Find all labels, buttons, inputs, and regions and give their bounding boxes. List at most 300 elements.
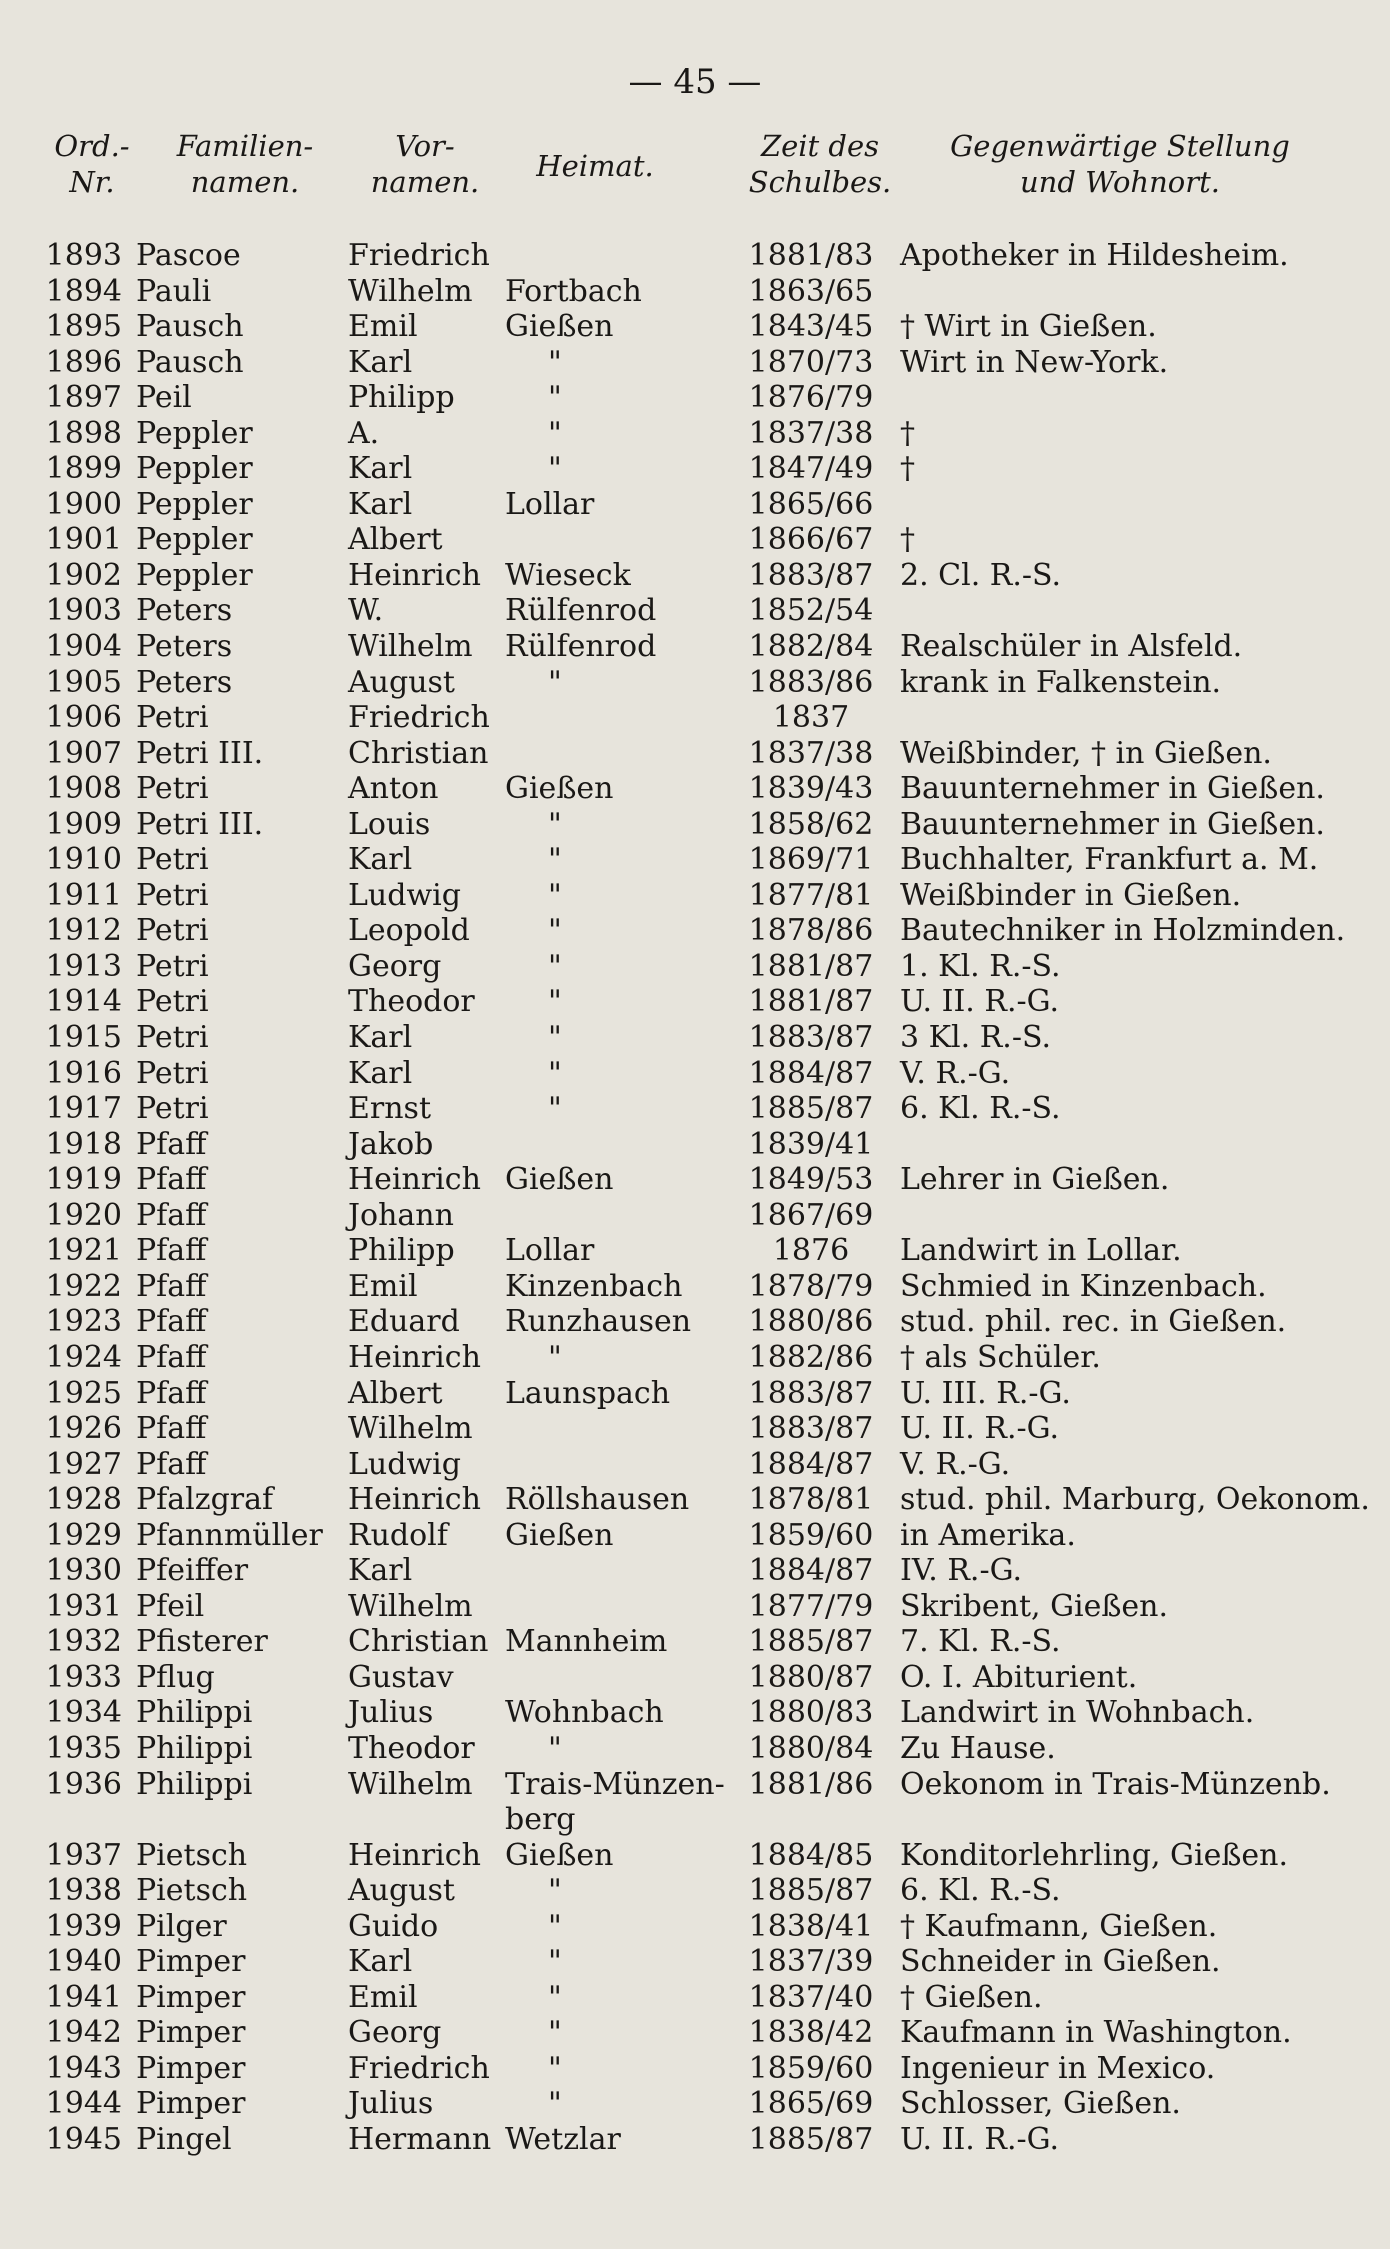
table-row: [0, 700, 1390, 736]
row-vorname: Ernst: [348, 1091, 432, 1127]
row-familienname: Pietsch: [136, 1837, 248, 1873]
table-row: [0, 1233, 1390, 1269]
row-nr: 1916: [45, 1055, 122, 1091]
row-heimat: ": [548, 984, 562, 1020]
row-zeit: 1881/83: [748, 238, 874, 273]
row-zeit: 1837/38: [748, 735, 874, 771]
row-heimat: ": [548, 664, 562, 700]
row-heimat: Rülfenrod: [505, 629, 657, 665]
row-vorname: Karl: [348, 344, 413, 380]
row-familienname: Philippi: [136, 1695, 253, 1731]
row-stellung: Realschüler in Alsfeld.: [900, 629, 1243, 665]
row-familienname: Pfaff: [136, 1233, 207, 1269]
row-nr: 1903: [45, 593, 122, 629]
row-zeit: 1866/67: [748, 522, 874, 558]
table-row: [0, 1624, 1390, 1660]
row-stellung: Apotheker in Hildesheim.: [900, 238, 1289, 273]
row-vorname: Friedrich: [348, 238, 490, 273]
row-familienname: Pfaff: [136, 1446, 207, 1482]
table-row: [0, 984, 1390, 1020]
table-row: [0, 1340, 1390, 1376]
row-stellung: Skribent, Gießen.: [900, 1588, 1169, 1624]
table-row: [0, 593, 1390, 629]
row-familienname: Pausch: [136, 344, 244, 380]
row-stellung: Buchhalter, Frankfurt a. M.: [900, 842, 1319, 878]
row-heimat: Lollar: [505, 486, 595, 522]
row-zeit: 1837: [772, 700, 850, 736]
row-familienname: Philippi: [136, 1730, 253, 1766]
row-familienname: Pfaff: [136, 1197, 207, 1233]
row-vorname: August: [348, 664, 455, 700]
row-heimat: Runzhausen: [505, 1304, 692, 1340]
row-stellung: Bauunternehmer in Gießen.: [900, 806, 1325, 842]
row-familienname: Pfannmüller: [136, 1517, 323, 1553]
table-row: [0, 1873, 1390, 1909]
row-heimat: ": [548, 344, 562, 380]
row-vorname: Wilhelm: [348, 273, 473, 309]
row-vorname: Wilhelm: [348, 1588, 473, 1624]
table-row: [0, 1980, 1390, 2016]
row-vorname: Karl: [348, 486, 413, 522]
row-vorname: Albert: [348, 1375, 443, 1411]
row-vorname: Karl: [348, 451, 413, 487]
table-row: [0, 1482, 1390, 1518]
row-stellung: krank in Falkenstein.: [900, 664, 1222, 700]
table-row: [0, 416, 1390, 452]
row-familienname: Pimper: [136, 2050, 246, 2086]
row-zeit: 1838/41: [748, 1908, 874, 1944]
table-row: [0, 1731, 1390, 1767]
row-vorname: Theodor: [348, 984, 475, 1020]
row-vorname: Leopold: [348, 913, 470, 949]
table-row: [0, 451, 1390, 487]
row-vorname: Guido: [348, 1908, 439, 1944]
table-row: [0, 1447, 1390, 1483]
table-row: [0, 1767, 1390, 1838]
row-zeit: 1880/87: [748, 1659, 874, 1695]
row-heimat: ": [548, 451, 562, 487]
row-nr: 1926: [45, 1411, 122, 1447]
row-familienname: Petri: [136, 700, 209, 736]
row-zeit: 1880/84: [748, 1730, 874, 1766]
row-heimat: ": [548, 1020, 562, 1056]
row-stellung: †: [900, 451, 915, 487]
row-familienname: Pfaff: [136, 1126, 207, 1162]
table-row: [0, 807, 1390, 843]
table-row: [0, 1553, 1390, 1589]
row-familienname: Pfaff: [136, 1304, 207, 1340]
row-heimat: ": [548, 913, 562, 949]
row-vorname: Jakob: [348, 1126, 434, 1162]
row-vorname: Heinrich: [348, 557, 481, 593]
row-familienname: Petri III.: [136, 806, 264, 842]
row-familienname: Petri: [136, 1020, 209, 1056]
row-stellung: Wirt in New-York.: [900, 344, 1169, 380]
row-stellung: U. II. R.-G.: [900, 1411, 1060, 1447]
row-familienname: Peters: [136, 664, 233, 700]
row-familienname: Petri: [136, 771, 209, 807]
row-stellung: Konditorlehrling, Gießen.: [900, 1837, 1289, 1873]
row-vorname: Eduard: [348, 1304, 460, 1340]
header-zeit: Zeit des Schulbes.: [748, 129, 892, 199]
row-heimat: Röllshausen: [505, 1482, 690, 1518]
row-nr: 1912: [45, 913, 122, 949]
row-heimat: ": [548, 1944, 562, 1980]
row-stellung: Landwirt in Lollar.: [900, 1233, 1182, 1269]
row-familienname: Pimper: [136, 2015, 246, 2051]
row-zeit: 1843/45: [748, 309, 874, 345]
row-vorname: Georg: [348, 2015, 442, 2051]
row-vorname: Philipp: [348, 380, 455, 416]
row-vorname: Louis: [348, 806, 431, 842]
table-row: [0, 1589, 1390, 1625]
row-zeit: 1883/87: [748, 1020, 874, 1056]
row-nr: 1943: [45, 2050, 122, 2086]
row-zeit: 1885/87: [748, 1091, 874, 1127]
row-vorname: Wilhelm: [348, 629, 473, 665]
row-vorname: Friedrich: [348, 2050, 490, 2086]
row-familienname: Pfaff: [136, 1339, 207, 1375]
row-stellung: 7. Kl. R.-S.: [900, 1624, 1061, 1660]
table-row: [0, 1411, 1390, 1447]
row-zeit: 1867/69: [748, 1197, 874, 1233]
row-familienname: Pfaff: [136, 1375, 207, 1411]
row-stellung: † Wirt in Gießen.: [900, 309, 1157, 345]
header-stellung: Gegenwärtige Stellung und Wohnort.: [950, 129, 1290, 199]
table-row: [0, 1020, 1390, 1056]
row-heimat: ": [548, 1091, 562, 1127]
table-row: [0, 1269, 1390, 1305]
row-vorname: Karl: [348, 1020, 413, 1056]
row-heimat: ": [548, 2086, 562, 2122]
table-row: [0, 913, 1390, 949]
row-nr: 1910: [45, 842, 122, 878]
row-stellung: IV. R.-G.: [900, 1553, 1023, 1589]
row-heimat: Kinzenbach: [505, 1268, 683, 1304]
row-vorname: Friedrich: [348, 700, 490, 736]
row-familienname: Petri: [136, 913, 209, 949]
row-familienname: Pfaff: [136, 1268, 207, 1304]
row-zeit: 1883/87: [748, 1375, 874, 1411]
row-familienname: Petri III.: [136, 735, 264, 771]
row-zeit: 1838/42: [748, 2015, 874, 2051]
row-stellung: U. II. R.-G.: [900, 984, 1060, 1020]
row-nr: 1907: [45, 735, 122, 771]
row-zeit: 1882/84: [748, 629, 874, 665]
row-vorname: Christian: [348, 735, 489, 771]
row-stellung: in Amerika.: [900, 1517, 1076, 1553]
row-heimat: Launspach: [505, 1375, 671, 1411]
row-nr: 1939: [45, 1908, 122, 1944]
row-familienname: Petri: [136, 877, 209, 913]
row-heimat: ": [548, 2015, 562, 2051]
row-familienname: Petri: [136, 948, 209, 984]
row-stellung: † Gießen.: [900, 1979, 1043, 2015]
row-heimat: Wieseck: [505, 557, 631, 593]
row-heimat: Gießen: [505, 1517, 614, 1553]
column-headers: [0, 128, 1390, 228]
row-familienname: Pimper: [136, 1944, 246, 1980]
row-stellung: Bauunternehmer in Gießen.: [900, 771, 1325, 807]
row-stellung: Bautechniker in Holzminden.: [900, 913, 1346, 949]
row-familienname: Pfisterer: [136, 1624, 268, 1660]
row-vorname: Julius: [348, 2086, 434, 2122]
row-familienname: Peppler: [136, 557, 253, 593]
row-nr: 1911: [45, 877, 122, 913]
table-row: [0, 522, 1390, 558]
row-zeit: 1883/86: [748, 664, 874, 700]
table-row: [0, 736, 1390, 772]
row-heimat: ": [548, 1339, 562, 1375]
header-nr: Ord.- Nr.: [54, 129, 130, 199]
row-vorname: Karl: [348, 1553, 413, 1589]
table-row: [0, 1660, 1390, 1696]
row-vorname: August: [348, 1873, 455, 1909]
row-vorname: Anton: [348, 771, 439, 807]
row-nr: 1893: [45, 238, 122, 273]
row-nr: 1923: [45, 1304, 122, 1340]
row-heimat: Fortbach: [505, 273, 642, 309]
page-number: — 45 —: [628, 62, 762, 102]
row-nr: 1899: [45, 451, 122, 487]
row-stellung: Schmied in Kinzenbach.: [900, 1268, 1267, 1304]
row-heimat: Gießen: [505, 1837, 614, 1873]
row-nr: 1919: [45, 1162, 122, 1198]
table-row: [0, 1695, 1390, 1731]
row-nr: 1928: [45, 1482, 122, 1518]
row-nr: 1902: [45, 557, 122, 593]
table-row: [0, 345, 1390, 381]
row-zeit: 1878/79: [748, 1268, 874, 1304]
row-nr: 1940: [45, 1944, 122, 1980]
row-heimat: Wohnbach: [505, 1695, 664, 1731]
row-familienname: Pimper: [136, 1979, 246, 2015]
row-zeit: 1869/71: [748, 842, 874, 878]
register-table: [0, 238, 1390, 2157]
row-nr: 1920: [45, 1197, 122, 1233]
row-nr: 1932: [45, 1624, 122, 1660]
row-familienname: Petri: [136, 1055, 209, 1091]
table-row: [0, 309, 1390, 345]
row-zeit: 1884/87: [748, 1055, 874, 1091]
table-row: [0, 1376, 1390, 1412]
row-familienname: Peters: [136, 593, 233, 629]
row-nr: 1927: [45, 1446, 122, 1482]
row-nr: 1906: [45, 700, 122, 736]
row-heimat: ": [548, 1873, 562, 1909]
table-row: [0, 1162, 1390, 1198]
table-row: [0, 878, 1390, 914]
row-vorname: Heinrich: [348, 1837, 481, 1873]
table-row: [0, 487, 1390, 523]
row-zeit: 1877/79: [748, 1588, 874, 1624]
row-nr: 1901: [45, 522, 122, 558]
row-stellung: 3 Kl. R.-S.: [900, 1020, 1051, 1056]
table-row: [0, 629, 1390, 665]
row-familienname: Peppler: [136, 522, 253, 558]
row-heimat: Mannheim: [505, 1624, 668, 1660]
row-heimat: ": [548, 877, 562, 913]
row-nr: 1941: [45, 1979, 122, 2015]
row-zeit: 1884/87: [748, 1446, 874, 1482]
row-familienname: Pietsch: [136, 1873, 248, 1909]
row-stellung: V. R.-G.: [900, 1055, 1011, 1091]
row-zeit: 1885/87: [748, 1873, 874, 1909]
row-nr: 1929: [45, 1517, 122, 1553]
row-zeit: 1883/87: [748, 557, 874, 593]
row-stellung: †: [900, 522, 915, 558]
row-familienname: Pfalzgraf: [136, 1482, 274, 1518]
row-nr: 1944: [45, 2086, 122, 2122]
row-heimat: ": [548, 842, 562, 878]
row-vorname: Wilhelm: [348, 1766, 473, 1802]
row-stellung: U. II. R.-G.: [900, 2121, 1060, 2157]
row-vorname: Theodor: [348, 1730, 475, 1766]
row-stellung: Oekonom in Trais-Münzenb.: [900, 1766, 1331, 1802]
row-stellung: V. R.-G.: [900, 1446, 1011, 1482]
table-row: [0, 274, 1390, 310]
row-stellung: Weißbinder in Gießen.: [900, 877, 1242, 913]
row-zeit: 1878/81: [748, 1482, 874, 1518]
row-vorname: Julius: [348, 1695, 434, 1731]
row-vorname: W.: [348, 593, 384, 629]
row-nr: 1915: [45, 1020, 122, 1056]
row-heimat: ": [548, 1055, 562, 1091]
row-stellung: stud. phil. Marburg, Oekonom.: [900, 1482, 1370, 1518]
row-familienname: Pfeil: [136, 1588, 205, 1624]
row-zeit: 1884/87: [748, 1553, 874, 1589]
row-vorname: Georg: [348, 948, 442, 984]
row-vorname: Hermann: [348, 2121, 492, 2157]
table-row: [0, 558, 1390, 594]
row-vorname: Johann: [348, 1197, 454, 1233]
row-familienname: Pflug: [136, 1659, 215, 1695]
row-heimat: ": [548, 948, 562, 984]
row-stellung: Kaufmann in Washington.: [900, 2015, 1292, 2051]
row-zeit: 1881/87: [748, 948, 874, 984]
row-zeit: 1849/53: [748, 1162, 874, 1198]
row-nr: 1942: [45, 2015, 122, 2051]
row-vorname: Karl: [348, 1944, 413, 1980]
row-zeit: 1852/54: [748, 593, 874, 629]
row-stellung: 6. Kl. R.-S.: [900, 1873, 1061, 1909]
table-row: [0, 1909, 1390, 1945]
row-heimat: ": [548, 415, 562, 451]
row-nr: 1896: [45, 344, 122, 380]
row-zeit: 1865/66: [748, 486, 874, 522]
table-row: [0, 1518, 1390, 1554]
row-familienname: Pfaff: [136, 1162, 207, 1198]
row-vorname: Heinrich: [348, 1482, 481, 1518]
row-familienname: Pingel: [136, 2121, 232, 2157]
table-row: [0, 842, 1390, 878]
row-zeit: 1837/39: [748, 1944, 874, 1980]
row-familienname: Peters: [136, 629, 233, 665]
row-stellung: U. III. R.-G.: [900, 1375, 1071, 1411]
row-zeit: 1837/38: [748, 415, 874, 451]
row-vorname: Wilhelm: [348, 1411, 473, 1447]
row-zeit: 1847/49: [748, 451, 874, 487]
row-zeit: 1881/86: [748, 1766, 874, 1802]
row-familienname: Peppler: [136, 415, 253, 451]
row-familienname: Pascoe: [136, 238, 241, 273]
row-stellung: 6. Kl. R.-S.: [900, 1091, 1061, 1127]
row-familienname: Petri: [136, 1091, 209, 1127]
row-familienname: Petri: [136, 984, 209, 1020]
header-heimat: Heimat.: [536, 149, 654, 183]
table-row: [0, 380, 1390, 416]
row-stellung: †: [900, 415, 915, 451]
table-row: [0, 2015, 1390, 2051]
row-stellung: 1. Kl. R.-S.: [900, 948, 1061, 984]
row-nr: 1938: [45, 1873, 122, 1909]
row-zeit: 1839/41: [748, 1126, 874, 1162]
row-zeit: 1870/73: [748, 344, 874, 380]
row-zeit: 1865/69: [748, 2086, 874, 2122]
row-stellung: Schlosser, Gießen.: [900, 2086, 1181, 2122]
row-zeit: 1884/85: [748, 1837, 874, 1873]
row-heimat: ": [548, 2050, 562, 2086]
row-nr: 1933: [45, 1659, 122, 1695]
row-vorname: Heinrich: [348, 1339, 481, 1375]
row-stellung: stud. phil. rec. in Gießen.: [900, 1304, 1287, 1340]
row-nr: 1945: [45, 2121, 122, 2157]
row-zeit: 1876/79: [748, 380, 874, 416]
row-familienname: Philippi: [136, 1766, 253, 1802]
row-familienname: Pimper: [136, 2086, 246, 2122]
row-stellung: O. I. Abiturient.: [900, 1659, 1138, 1695]
row-zeit: 1837/40: [748, 1979, 874, 2015]
row-heimat: Gießen: [505, 1162, 614, 1198]
row-nr: 1934: [45, 1695, 122, 1731]
row-nr: 1900: [45, 486, 122, 522]
row-nr: 1924: [45, 1339, 122, 1375]
row-vorname: Emil: [348, 1979, 418, 2015]
row-familienname: Pauli: [136, 273, 212, 309]
row-nr: 1897: [45, 380, 122, 416]
row-heimat: ": [548, 1908, 562, 1944]
table-row: [0, 771, 1390, 807]
row-heimat: Gießen: [505, 771, 614, 807]
row-stellung: 2. Cl. R.-S.: [900, 557, 1062, 593]
row-vorname: Heinrich: [348, 1162, 481, 1198]
row-heimat: Wetzlar: [505, 2121, 621, 2157]
row-heimat: ": [548, 806, 562, 842]
row-nr: 1937: [45, 1837, 122, 1873]
row-nr: 1913: [45, 948, 122, 984]
row-zeit: 1859/60: [748, 2050, 874, 2086]
row-zeit: 1880/86: [748, 1304, 874, 1340]
row-heimat: Trais-Münzen-berg: [505, 1766, 725, 1837]
row-familienname: Pfeiffer: [136, 1553, 249, 1589]
row-nr: 1917: [45, 1091, 122, 1127]
row-heimat: ": [548, 1979, 562, 2015]
row-zeit: 1882/86: [748, 1339, 874, 1375]
row-nr: 1904: [45, 629, 122, 665]
table-row: [0, 2051, 1390, 2087]
table-row: [0, 1091, 1390, 1127]
row-familienname: Pilger: [136, 1908, 227, 1944]
header-vorname: Vor- namen.: [370, 129, 480, 199]
table-row: [0, 238, 1390, 274]
row-vorname: Ludwig: [348, 877, 461, 913]
row-vorname: Ludwig: [348, 1446, 461, 1482]
row-zeit: 1876: [772, 1233, 850, 1269]
row-heimat: Gießen: [505, 309, 614, 345]
row-nr: 1914: [45, 984, 122, 1020]
table-row: [0, 2122, 1390, 2158]
row-familienname: Petri: [136, 842, 209, 878]
